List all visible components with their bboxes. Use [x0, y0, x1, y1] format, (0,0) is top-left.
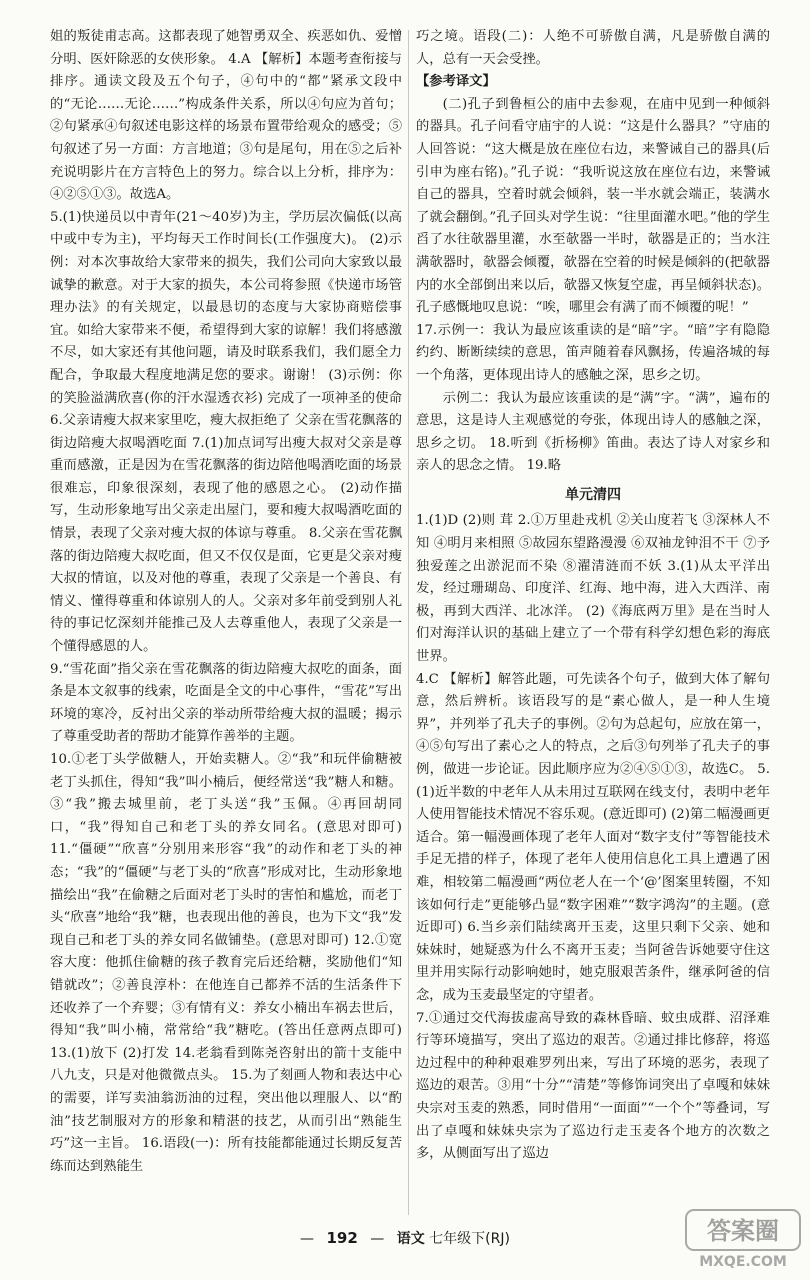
answer-paragraph: 示例二：我认为最应该重读的是“满”字。“满”，遍布的意思，这是诗人主观感觉的夸张，体现出诗人的感触之深，思乡之切。 18.听到《折杨柳》笛曲。表达了诗人对家乡和亲人的思念之情。 19.略 — [416, 390, 770, 474]
answer-paragraph: 姐的叛徒甫志高。这都表现了她智勇双全、疾恶如仇、爱憎分明、医奸除恶的女侠形象。 4.A 【解析】本题考查衔接与排序。通读文段及五个句子，④句中的“都”紧承文段中的“无论……无论……”构成条件关系，所以④句应为首句；②句紧承④句叙述电影这样的场景布置带给观众的感受；⑤句叙述了另一方面：方言地道；③句是尾句，用在⑤之后补充说明影片在方言特色上的努力。综合以上分析，排序为：④②⑤①③。故选A。 — [50, 29, 402, 203]
right-column — [416, 26, 770, 1166]
watermark-text: 答案圈 — [707, 1217, 779, 1245]
page-number: 192 — [326, 1229, 358, 1247]
answer-paragraph: 巧之境。语段(二)：人绝不可骄傲自满，凡是骄傲自满的人，总有一天会受挫。 — [416, 29, 770, 67]
answer-paragraph: 7.①通过交代海拔虚高导致的森林昏暗、蚊虫成群、沼泽难行等环境描写，突出了巡边的艰苦。②通过排比修辞，将巡边过程中的种种艰难罗列出来，写出了环境的恶劣，表现了巡边的艰苦。③用“十分”“清楚”等修饰词突出了卓嘎和妹妹央宗对玉麦的熟悉，同时借用“一面面”“一个个”等叠词，写出了卓嘎和妹妹央宗为了巡边行走玉麦各个地方的次数之多，从侧面写出了巡边 — [416, 1010, 770, 1162]
answer-paragraph: 9.“雪花面”指父亲在雪花飘落的街边陪瘦大叔吃的面条，面条是本文叙事的线索，吃面是全文的中心事件，“雪花”写出环境的寒冷，反衬出父亲的举动所带给瘦大叔的温暖；揭示了尊重受助者的帮助才能算作善举的主题。 — [50, 661, 402, 745]
footer-dash: — — [370, 1231, 385, 1247]
reference-translation-heading: 【参考译文】 — [416, 74, 496, 90]
unit-title: 单元清四 — [565, 486, 621, 503]
footer-dash: — — [300, 1231, 315, 1247]
answer-paragraph: 10.①老丁头学做糖人，开始卖糖人。②“我”和玩伴偷糖被老丁头抓住，得知“我”叫小楠后，便经常送“我”糖人和糖。③“我”搬去城里前，老丁头送“我”玉佩。④再回胡同口，“我”得知自己和老丁头的养女同名。(意思对即可) 11.“僵硬”“欣喜”分别用来形容“我”的动作和老丁头的神态；“我”的“僵硬”与老丁头的“欣喜”形成对比，生动形象地描绘出“我”在偷糖之后面对老丁头时的害怕和尴尬，而老丁头“欣喜”地给“我”糖，也表现出他的善良，也为下文“我”发现自己和老丁头的养女同名做铺垫。(意思对即可) 12.①宽容大度：他抓住偷糖的孩子教育完后还给糖，奖励他们“知错就改”；②善良淳朴：在他连自己都养不活的生活条件下还收养了一个弃婴；③有情有义：养女小楠出车祸去世后，得知“我”叫小楠，常常给“我”糖吃。(答出任意两点即可) 13.(1)放下 (2)打发 14.老翁看到陈尧咨射出的箭十支能中八九支，只是对他微微点头。 15.为了刻画人物和表达中心的需要，详写卖油翁沥油的过程，突出他以理服人、以“酌油”技艺制服对方的形象和精湛的技艺，从而引出“熟能生巧”这一主旨。 16.语段(一)：所有技能都能通过长期反复苦练而达到熟能生 — [50, 752, 402, 1174]
footer-subject: 语文 — [396, 1231, 425, 1247]
answer-paragraph: 1.(1)D (2)则 茸 2.①万里赴戎机 ②关山度若飞 ③深林人不知 ④明月来相照 ⑤故园东望路漫漫 ⑥双袖龙钟泪不干 ⑦予独爱莲之出淤泥而不染 ⑧濯清涟而不妖 3.(1)从太平洋出发，经过珊瑚岛、印度洋、红海、地中海，进入大西洋、南极，再到大西洋、北冰洋。 (2)《海底两万里》是在当时人们对海洋认识的基础上建立了一个带有科学幻想色彩的海底世界。 — [416, 513, 770, 665]
left-column — [50, 26, 402, 1178]
answer-paragraph: 4.C 【解析】解答此题，可先读各个句子，做到大体了解句意，然后辨析。该语段写的是“素心做人，是一种人生境界”，并列举了孔夫子的事例。②句为总起句，应放在第一，④⑤句写出了素心之人的特点，之后③句列举了孔夫子的事例，做进一步论证。因此顺序应为②④⑤①③，故选C。 5.(1)近半数的中老年人从未用过互联网在线支付，表明中老年人使用智能技术情况不容乐观。(意近即可) (2)第二幅漫画更适合。第一幅漫画体现了老年人面对“数字支付”等智能技术手足无措的样子，体现了老年人使用信息化工具上遭遇了困难，相较第二幅漫画“两位老人在一个‘@’图案里转圈，不知该如何行走”更能够凸显“数字困难”“数字鸿沟”的主题。(意近即可) 6.当乡亲们陆续离开玉麦，这里只剩下父亲、她和妹妹时，她疑惑为什么不离开玉麦；当阿爸告诉她要守住这里并用实际行动影响她时，她克服艰苦条件，继承阿爸的信念，成为玉麦最坚定的守望者。 — [416, 671, 770, 1003]
answer-paragraph: 5.(1)快递员以中青年(21～40岁)为主，学历层次偏低(以高中或中专为主)，平均每天工作时间长(工作强度大)。 (2)示例：对本次事故给大家带来的损失，我们公司向大家致以最诚挚的歉意。对于大家的损失，本公司将参照《快递市场管理办法》的有关规定，以最恳切的态度与大家协商赔偿事宜。如给大家带来不便，希望得到大家的谅解！我们将感激不尽，如大家还有其他问题，请及时联系我们，我们愿全力配合，争取最大程度地满足您的要求。谢谢！ (3)示例：你的笑脸溢满欣喜(你的汗水湿透衣衫) 完成了一项神圣的使命 6.父亲请瘦大叔来家里吃，瘦大叔拒绝了 父亲在雪花飘落的街边陪瘦大叔喝酒吃面 7.(1)加点词写出瘦大叔对父亲是尊重而感激，正是因为在雪花飘落的街边陪他喝酒吃面的场景很难忘，印象很深刻，表现了他的感恩之心。 (2)动作描写，生动形象地写出父亲走出屋门，要和瘦大叔喝酒吃面的情景，表现了父亲对瘦大叔的体谅与尊重。 8.父亲在雪花飘落的街边陪瘦大叔吃面，但又不仅仅是面，它更是父亲对瘦大叔的情谊，以及对他的尊重，表现了父亲是一个善良、有情义、懂得尊重和体谅别人的人。父亲对多年前受到别人礼待的事记忆深刻并能推己及人去尊重他人，表现了父亲是一个懂得感恩的人。 — [50, 209, 402, 655]
reference-translation-text: (二)孔子到鲁桓公的庙中去参观，在庙中见到一种倾斜的器具。孔子问看守庙宇的人说：“这是什么器具？”守庙的人回答说：“这大概是放在座位右边，来警诫自己的器具(后引申为座右铭)。”孔子说：“我听说这放在座位右边，来警诫自己的器具，空着时就会倾斜，装一半水就会端正，装满水了就会翻倒。”孔子回头对学生说：“往里面灌水吧。”他的学生舀了水往欹器里灌，水至欹器一半时，欹器是正的；当水注满欹器时，欹器会倾覆，欹器在空着的时候是倾斜的(把欹器内的水全部倒出来以后，欹器又恢复空虚，再呈倾斜状态)。孔子感慨地叹息说：“唉，哪里会有满了而不倾覆的呢！” — [416, 96, 770, 316]
watermark-logo — [684, 1208, 802, 1272]
watermark-url: MXQE.COM — [699, 1254, 787, 1270]
footer-grade: 七年级下(RJ) — [429, 1231, 510, 1247]
column-divider — [408, 30, 409, 1215]
answer-paragraph: 17.示例一：我认为最应该重读的是“暗”字。“暗”字有隐隐约约、断断续续的意思，笛声随着春风飘扬，传遍洛城的每一个角落，更体现出诗人的感触之深，思乡之切。 — [416, 322, 770, 383]
